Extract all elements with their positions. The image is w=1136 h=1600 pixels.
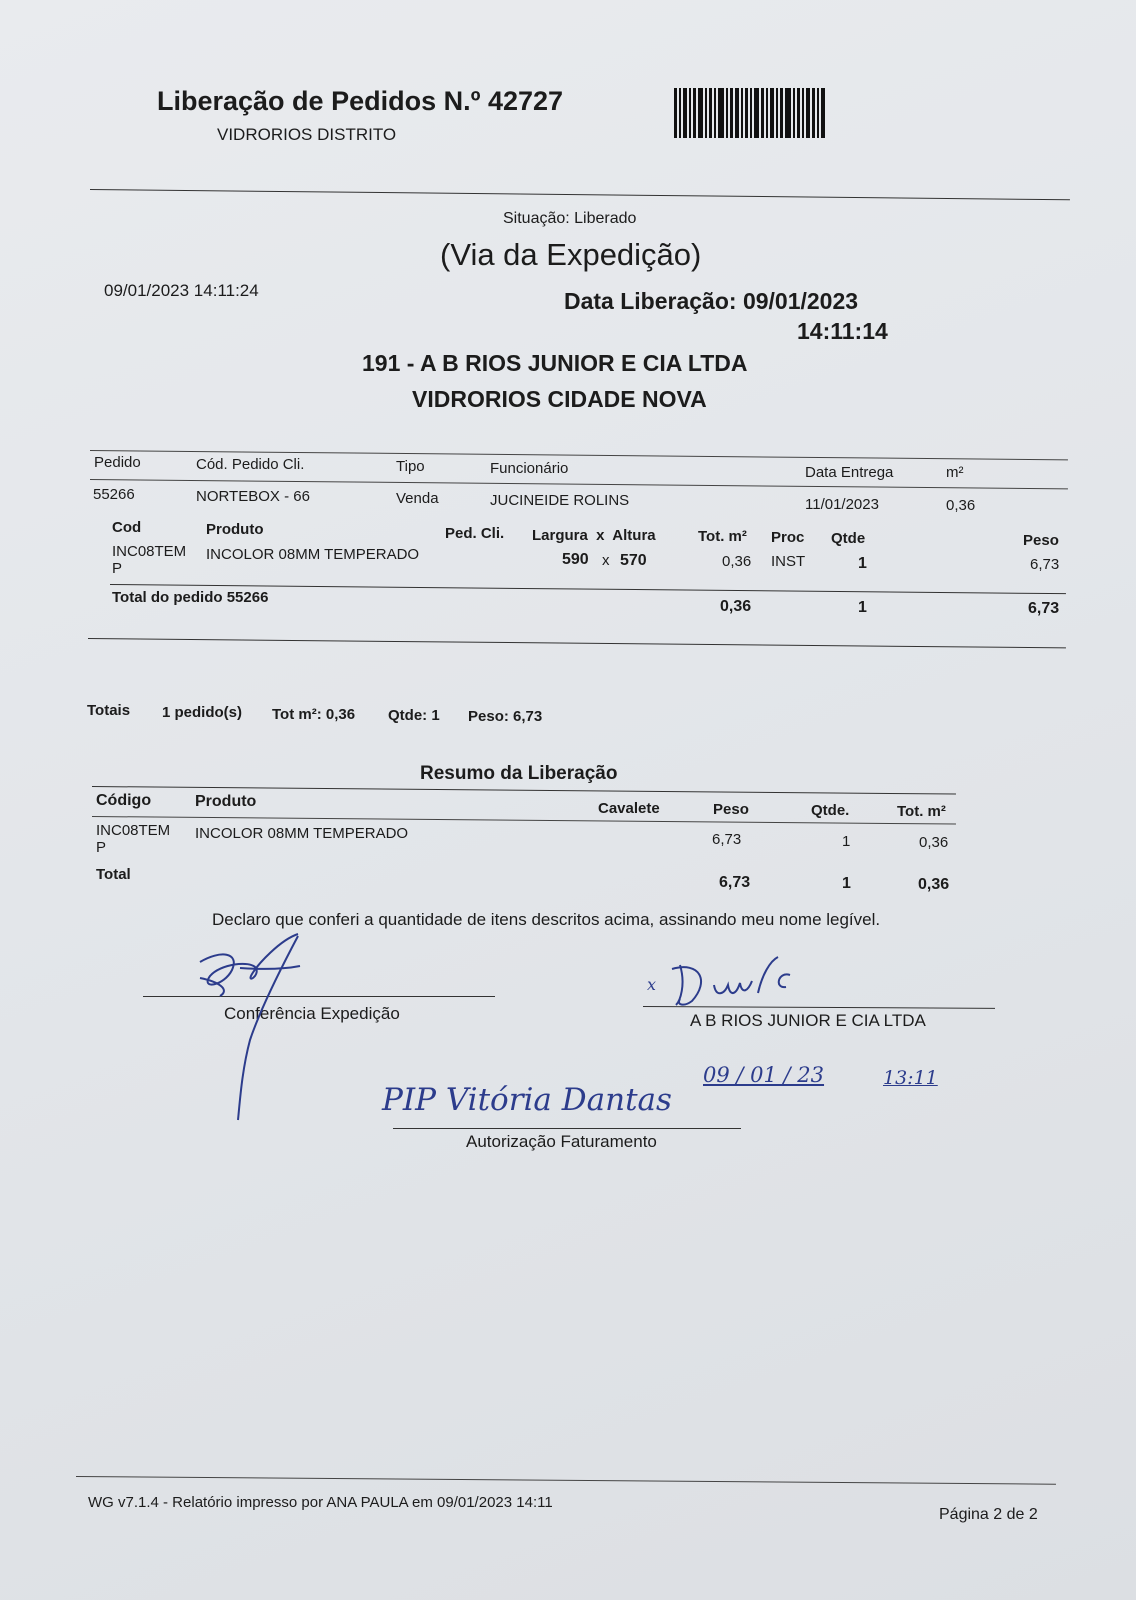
footer-print-info: WG v7.1.4 - Relatório impresso por ANA PAULA em 09/01/2023 14:11 [88,1494,553,1511]
item-tot-m2: 0,36 [722,553,752,570]
item-header-qtde: Qtde [831,530,866,547]
order-funcionario: JUCINEIDE ROLINS [490,492,630,509]
item-proc: INST [771,553,806,570]
item-header-tot-m2: Tot. m² [698,528,747,545]
item-header-produto: Produto [206,521,264,538]
situacao-text: Situação: Liberado [503,210,637,227]
item-header-largura-altura: Largura x Altura [532,527,656,544]
resumo-total-tot-m2: 0,36 [918,876,950,893]
handwritten-time: 13:11 [883,1067,938,1089]
resumo-header-cavalete: Cavalete [598,800,660,817]
data-liberacao: Data Liberação: 09/01/2023 [564,288,859,314]
order-data-entrega: 11/01/2023 [805,496,879,513]
col-header-data-entrega: Data Entrega [805,464,894,481]
item-x: x [602,552,610,569]
resumo-header-qtde: Qtde. [811,802,850,819]
item-cod-line1: INC08TEM [112,543,187,560]
handwritten-date: 09 / 01 / 23 [703,1063,825,1087]
resumo-codigo-line1: INC08TEM [96,822,171,839]
order-total-qtde: 1 [858,599,867,616]
via-title: (Via da Expedição) [440,237,702,272]
item-header-ped-cli: Ped. Cli. [445,525,505,542]
order-total-peso: 6,73 [1028,600,1060,617]
order-cod-pedido-cli: NORTEBOX - 66 [196,488,310,505]
autorizacao-signature-line [393,1128,741,1129]
item-largura: 590 [562,551,589,568]
order-total-m2: 0,36 [720,598,752,615]
resumo-total-label: Total [96,866,131,883]
resumo-peso: 6,73 [712,831,742,848]
col-header-pedido: Pedido [94,454,141,471]
client-signature-scribble [640,955,820,1015]
order-m2: 0,36 [946,497,976,514]
item-cod-line2: P [112,560,123,577]
item-header-cod: Cod [112,519,142,536]
resumo-header-tot-m2: Tot. m² [897,803,946,820]
order-tipo: Venda [396,490,439,507]
resumo-total-qtde: 1 [842,875,851,892]
resumo-header-peso: Peso [713,801,749,818]
resumo-header-codigo: Código [96,792,152,809]
footer-page-number: Página 2 de 2 [939,1506,1038,1523]
document-title: Liberação de Pedidos N.º 42727 [157,86,564,116]
col-header-m2: m² [946,464,964,481]
conferencia-label: Conferência Expedição [224,1004,400,1023]
resumo-qtde: 1 [842,833,851,850]
resumo-total-peso: 6,73 [719,874,751,891]
totais-pedidos: 1 pedido(s) [162,704,243,721]
client-store: VIDRORIOS CIDADE NOVA [412,386,707,412]
client-name: 191 - A B RIOS JUNIOR E CIA LTDA [362,350,748,376]
client-signature-mark: x [647,975,657,994]
declaration-text: Declaro que conferi a quantidade de itens descritos acima, assinando meu nome legível. [212,910,881,929]
totais-qtde: Qtde: 1 [388,707,440,724]
totais-tot-m2: Tot m²: 0,36 [272,706,356,723]
autorizacao-label: Autorização Faturamento [466,1132,657,1151]
item-produto: INCOLOR 08MM TEMPERADO [206,546,420,563]
item-altura: 570 [620,552,647,569]
resumo-tot-m2: 0,36 [919,834,949,851]
item-qtde: 1 [858,555,867,572]
handwritten-name: PIP Vitória Dantas [382,1082,672,1118]
resumo-produto: INCOLOR 08MM TEMPERADO [195,825,409,842]
resumo-title: Resumo da Liberação [420,763,618,784]
col-header-tipo: Tipo [396,458,425,475]
resumo-header-produto: Produto [195,793,257,810]
order-table-bottom-line [88,638,1066,648]
item-peso: 6,73 [1030,556,1060,573]
header-divider [90,189,1070,200]
company-name: VIDRORIOS DISTRITO [217,125,397,144]
conferencia-signature-scribble [180,930,330,1130]
item-header-peso: Peso [1023,532,1059,549]
col-header-cod-pedido-cli: Cód. Pedido Cli. [196,456,305,473]
col-header-funcionario: Funcionário [490,460,569,477]
footer-line [76,1476,1056,1485]
print-datetime: 09/01/2023 14:11:24 [104,281,259,300]
totais-label: Totais [87,702,131,719]
data-liberacao-time: 14:11:14 [797,318,888,344]
order-pedido: 55266 [93,486,135,503]
resumo-codigo-line2: P [96,839,107,856]
order-total-label: Total do pedido 55266 [112,589,269,606]
totais-peso: Peso: 6,73 [468,708,543,725]
client-signature-label: A B RIOS JUNIOR E CIA LTDA [690,1011,926,1030]
item-header-proc: Proc [771,529,805,546]
barcode [674,88,846,138]
